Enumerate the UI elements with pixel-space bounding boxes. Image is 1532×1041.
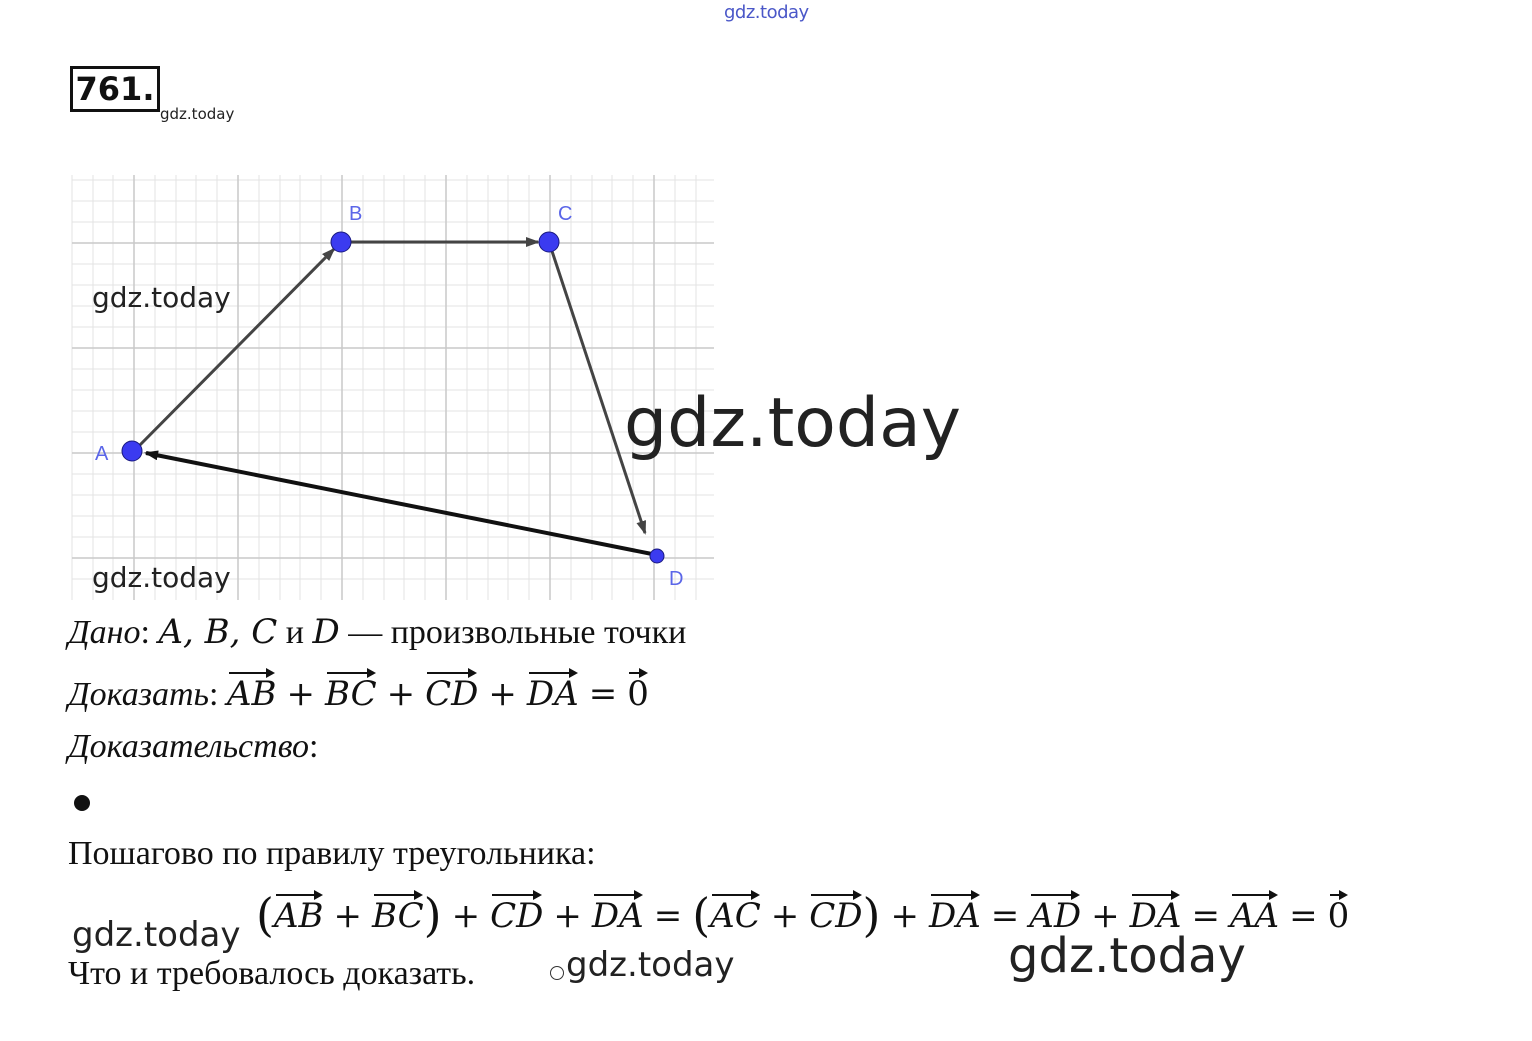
watermark-top: gdz.today <box>724 2 809 23</box>
plus: + <box>890 896 919 936</box>
vec-da: DA <box>592 890 644 936</box>
vec-ac: AC <box>710 890 761 936</box>
plus: + <box>386 674 416 714</box>
given-colon: : <box>140 614 150 651</box>
point-c <box>539 232 559 252</box>
equals: = <box>588 674 618 714</box>
paren-close: ) <box>862 888 881 942</box>
plus: + <box>1091 896 1120 936</box>
equals: = <box>1191 896 1220 936</box>
watermark-formula: gdz.today <box>72 915 241 955</box>
bullet <box>74 795 90 811</box>
vec-ab: AB <box>274 890 324 936</box>
problem-number: 761. <box>70 66 160 112</box>
given-conj: и <box>285 614 304 651</box>
equals: = <box>653 896 683 936</box>
plus: + <box>770 896 800 936</box>
prove-colon: : <box>208 676 219 713</box>
paren-open: ( <box>256 888 274 942</box>
watermark-conclusion: gdz.today <box>566 945 735 985</box>
watermark-graph-top: gdz.today <box>92 281 231 314</box>
given-text: — произвольные точки <box>348 614 687 651</box>
plus: + <box>451 896 481 936</box>
label-c: C <box>558 203 573 225</box>
vec-ad: AD <box>1029 890 1081 936</box>
point-d <box>650 549 664 563</box>
given-line <box>68 612 686 652</box>
circle-mark <box>550 966 564 980</box>
vec-cd: CD <box>425 668 478 714</box>
vector-ab <box>134 249 334 451</box>
given-label: Дано <box>68 614 141 651</box>
conclusion: Что и требовалось доказать. <box>68 955 476 992</box>
plus: + <box>553 896 582 936</box>
zero-vector: 0 <box>1328 890 1350 936</box>
plus: + <box>333 896 362 936</box>
watermark-bottom-right: gdz.today <box>1008 928 1246 984</box>
equals: = <box>1289 896 1318 936</box>
label-d: D <box>669 568 684 590</box>
plus: + <box>488 674 517 714</box>
prove-label: Доказать <box>68 676 209 713</box>
given-points: A, B, C <box>158 612 278 652</box>
vec-da: DA <box>929 890 981 936</box>
proof-colon: : <box>309 728 319 765</box>
paren-close: ) <box>423 888 442 942</box>
vec-da: DA <box>1130 890 1182 936</box>
proof-line <box>68 728 318 766</box>
equals: = <box>990 896 1020 936</box>
label-a: A <box>95 443 109 465</box>
vec-cd: CD <box>490 890 543 936</box>
prove-line <box>68 668 649 714</box>
grid <box>72 175 714 600</box>
vec-aa: AA <box>1230 890 1279 936</box>
vec-da: DA <box>527 668 579 714</box>
watermark-number: gdz.today <box>160 105 235 123</box>
watermark-graph-bottom: gdz.today <box>92 561 231 594</box>
plus: + <box>286 674 315 714</box>
given-last-point: D <box>312 612 340 652</box>
zero-vector: 0 <box>627 668 649 714</box>
label-b: B <box>349 203 363 225</box>
vector-da <box>146 453 657 555</box>
vec-ab: AB <box>227 668 277 714</box>
vec-bc: BC <box>372 890 424 936</box>
point-a <box>122 441 142 461</box>
paren-open: ( <box>692 888 711 942</box>
watermark-large: gdz.today <box>624 384 961 463</box>
step-text: Пошагово по правилу треугольника: <box>68 835 596 872</box>
point-b <box>331 232 351 252</box>
vec-bc: BC <box>325 668 377 714</box>
vec-cd: CD <box>809 890 862 936</box>
proof-label: Доказательство <box>68 728 310 765</box>
